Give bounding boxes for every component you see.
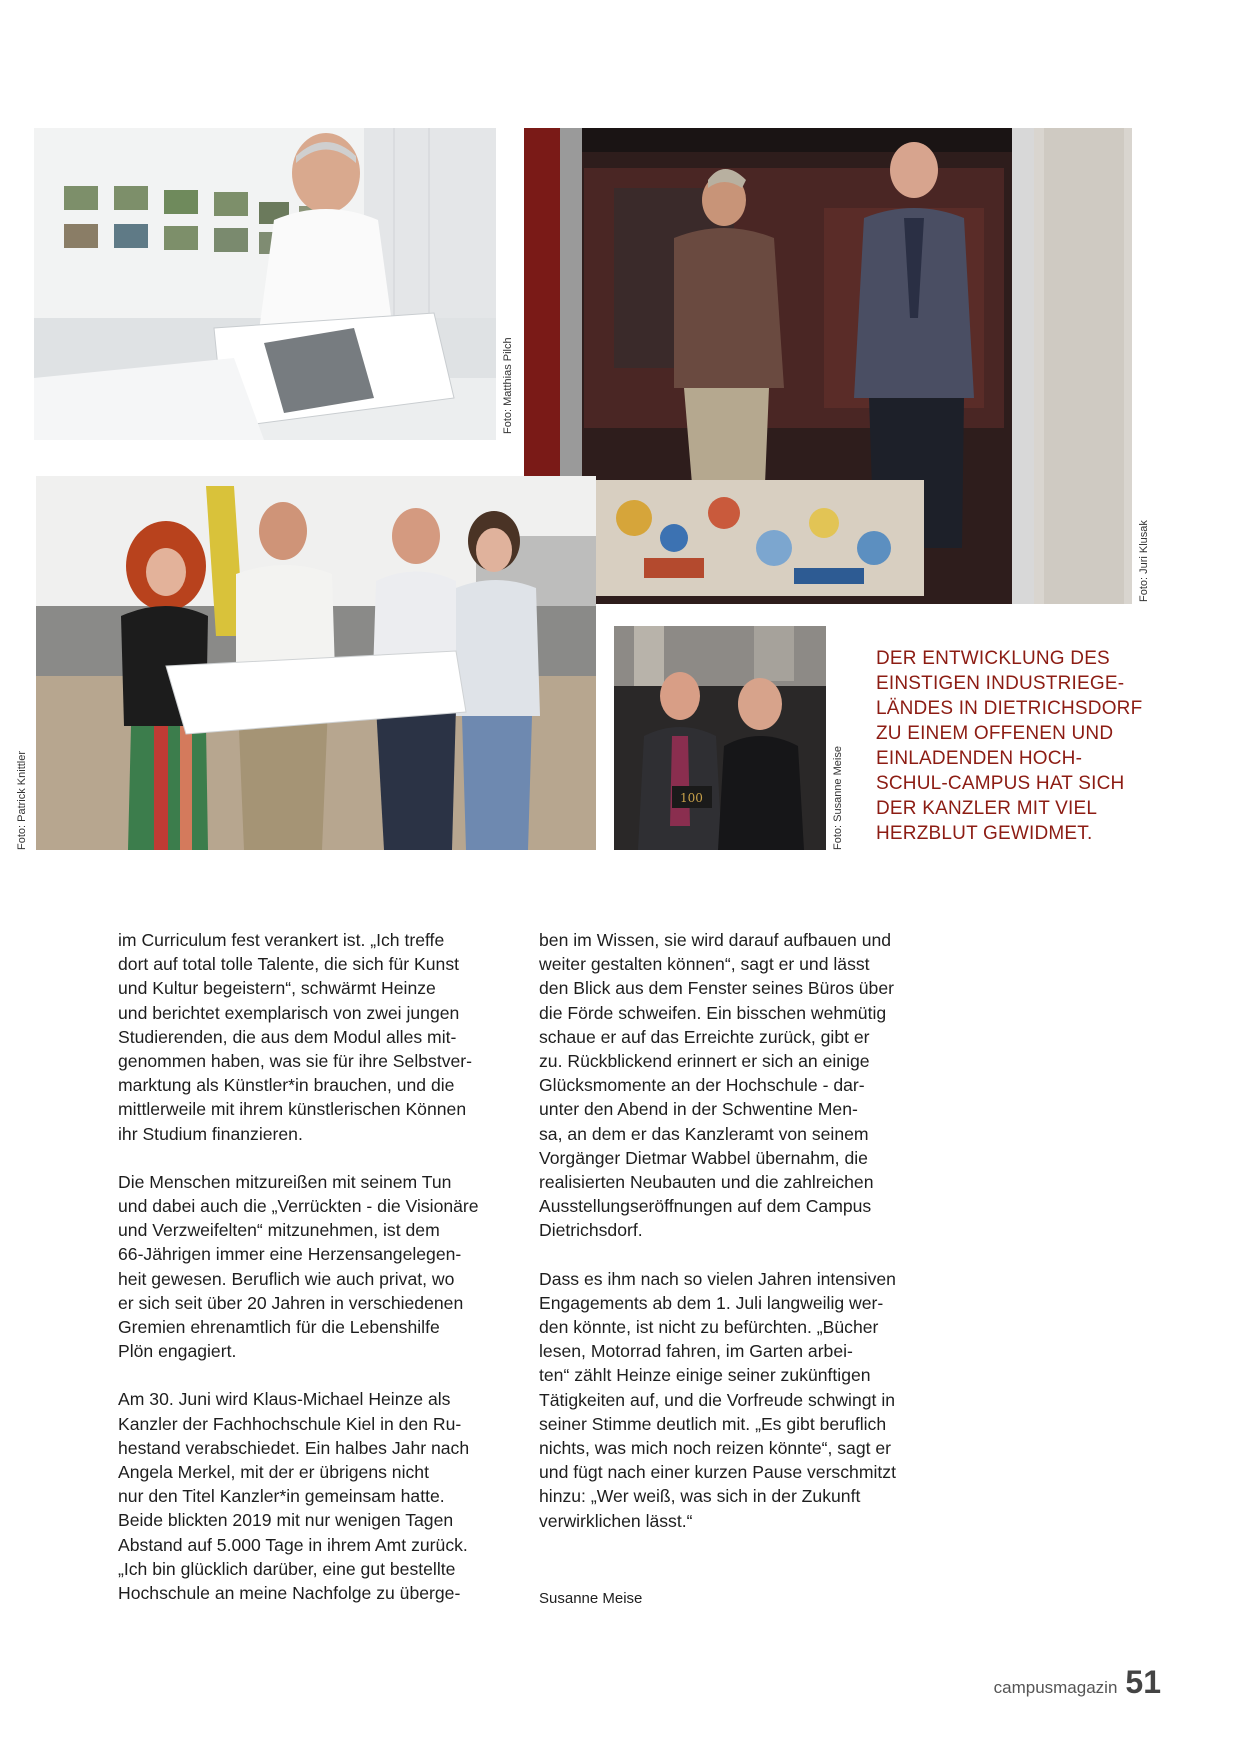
photo-credit: Foto: Susanne Meise <box>832 746 844 850</box>
article-line: und Verzweifelten“ mitzunehmen, ist dem <box>118 1220 440 1241</box>
article-column-left <box>118 928 528 1629</box>
article-line: hestand verabschiedet. Ein halbes Jahr nach <box>118 1437 470 1458</box>
article-line: Dass es ihm nach so vielen Jahren intensiven <box>539 1268 896 1289</box>
pull-quote-line: SCHUL-CAMPUS HAT SICH <box>876 773 1125 794</box>
pull-quote-line: DER ENTWICKLUNG DES <box>876 648 1110 669</box>
article-line: nichts, was mich noch reizen könnte“, sagt er <box>539 1438 892 1459</box>
article-line: Plön engagiert. <box>118 1341 237 1362</box>
photo-credit: Foto: Matthias Pilch <box>502 337 514 434</box>
article-line: ten“ zählt Heinze einige seiner zukünftigen <box>539 1365 871 1386</box>
photo-construction-site <box>36 476 596 850</box>
article-line: realisierten Neubauten und die zahlreichen <box>539 1172 874 1193</box>
page-number: 51 <box>1125 1664 1161 1700</box>
article-line: unter den Abend in der Schwentine Men- <box>539 1099 858 1120</box>
svg-text:100: 100 <box>680 791 703 805</box>
article-line: und berichtet exemplarisch von zwei jungen <box>118 1002 460 1023</box>
article-line: sa, an dem er das Kanzleramt von seinem <box>539 1123 869 1144</box>
article-line: genommen haben, was sie für ihre Selbstver- <box>118 1051 473 1072</box>
article-line: marktung als Künstler*in brauchen, und die <box>118 1075 455 1096</box>
article-line: Gremien ehrenamtlich für die Lebenshilfe <box>118 1317 440 1338</box>
article-line: Angela Merkel, mit der er übrigens nicht <box>118 1462 429 1483</box>
article-line: ben im Wissen, sie wird darauf aufbauen und <box>539 930 892 950</box>
article-line: er sich seit über 20 Jahren in verschiedenen <box>118 1292 464 1313</box>
article-line: die Förde schweifen. Ein bisschen wehmütig <box>539 1002 887 1023</box>
article-line: und Kultur begeistern“, schwärmt Heinze <box>118 978 436 999</box>
article-paragraph <box>118 1170 528 1364</box>
pull-quote-line: ZU EINEM OFFENEN UND <box>876 723 1114 744</box>
article-line: hinzu: „Wer weiß, was sich in der Zukunft <box>539 1486 861 1507</box>
article-line: weiter gestalten können“, sagt er und lässt <box>539 954 870 975</box>
article-line: seiner Stimme deutlich mit. „Es gibt beruflich <box>539 1413 887 1434</box>
article-line: Kanzler der Fachhochschule Kiel in den Ru- <box>118 1413 462 1434</box>
author-byline: Susanne Meise <box>539 1590 643 1607</box>
article-line: verwirklichen lässt.“ <box>539 1510 693 1531</box>
article-line: Beide blickten 2019 mit nur wenigen Tagen <box>118 1510 454 1531</box>
article-line: „Ich bin glücklich darüber, eine gut bestellte <box>118 1558 456 1579</box>
article-line: den Blick aus dem Fenster seines Büros über <box>539 978 894 999</box>
article-line: zu. Rückblickend erinnert er sich an einige <box>539 1051 870 1072</box>
article-line: Am 30. Juni wird Klaus-Michael Heinze als <box>118 1389 451 1410</box>
article-paragraph <box>539 928 949 1243</box>
article-paragraph <box>539 1267 949 1533</box>
article-line: mittlerweile mit ihrem künstlerischen Können <box>118 1099 467 1120</box>
article-line: Engagements ab dem 1. Juli langweilig wer- <box>539 1292 884 1313</box>
article-line: den könnte, ist nicht zu befürchten. „Bücher <box>539 1317 879 1338</box>
article-line: Abstand auf 5.000 Tage in ihrem Amt zurück. <box>118 1534 468 1555</box>
article-paragraph <box>118 928 528 1146</box>
article-line: heit gewesen. Beruflich wie auch privat, wo <box>118 1268 455 1289</box>
photo-bunker-door <box>524 128 1132 604</box>
page-footer <box>994 1664 1161 1701</box>
article-line: Die Menschen mitzureißen mit seinem Tun <box>118 1171 452 1192</box>
pull-quote-line: EINLADENDEN HOCH- <box>876 748 1083 769</box>
article-line: schaue er auf das Erreichte zurück, gibt er <box>539 1026 870 1047</box>
photo-event-award <box>614 626 826 850</box>
photo-credit: Foto: Patrick Knittler <box>16 750 28 850</box>
article-line: im Curriculum fest verankert ist. „Ich treffe <box>118 930 445 950</box>
article-line: ihr Studium finanzieren. <box>118 1123 303 1144</box>
article-line: 66-Jährigen immer eine Herzensangelegen- <box>118 1244 462 1265</box>
pull-quote-line: HERZBLUT GEWIDMET. <box>876 823 1093 844</box>
pull-quote-line: DER KANZLER MIT VIEL <box>876 798 1098 819</box>
magazine-name: campusmagazin <box>993 1678 1118 1697</box>
article-line: Dietrichsdorf. <box>539 1220 643 1241</box>
article-line: und fügt nach einer kurzen Pause verschmitzt <box>539 1462 896 1483</box>
article-line: dort auf total tolle Talente, die sich für Kunst <box>118 954 459 975</box>
article-line: Hochschule an meine Nachfolge zu überge- <box>118 1583 461 1604</box>
article-line: lesen, Motorrad fahren, im Garten arbei- <box>539 1341 853 1362</box>
pull-quote <box>876 646 1146 846</box>
article-line: Glücksmomente an der Hochschule - dar- <box>539 1075 865 1096</box>
article-line: Studierenden, die aus dem Modul alles mit- <box>118 1026 457 1047</box>
photo-office-plans <box>34 128 496 440</box>
article-line: Vorgänger Dietmar Wabbel übernahm, die <box>539 1147 868 1168</box>
article-line: nur den Titel Kanzler*in gemeinsam hatte. <box>118 1486 445 1507</box>
article-column-right <box>539 928 949 1557</box>
article-line: Tätigkeiten auf, und die Vorfreude schwingt in <box>539 1389 896 1410</box>
article-paragraph <box>118 1387 528 1605</box>
article-line: Ausstellungseröffnungen auf dem Campus <box>539 1196 872 1217</box>
pull-quote-line: LÄNDES IN DIETRICHSDORF <box>876 698 1143 719</box>
pull-quote-line: EINSTIGEN INDUSTRIEGE- <box>876 673 1125 694</box>
article-line: und dabei auch die „Verrückten - die Visionäre <box>118 1196 479 1217</box>
photo-credit: Foto: Juri Klusak <box>1138 520 1150 602</box>
